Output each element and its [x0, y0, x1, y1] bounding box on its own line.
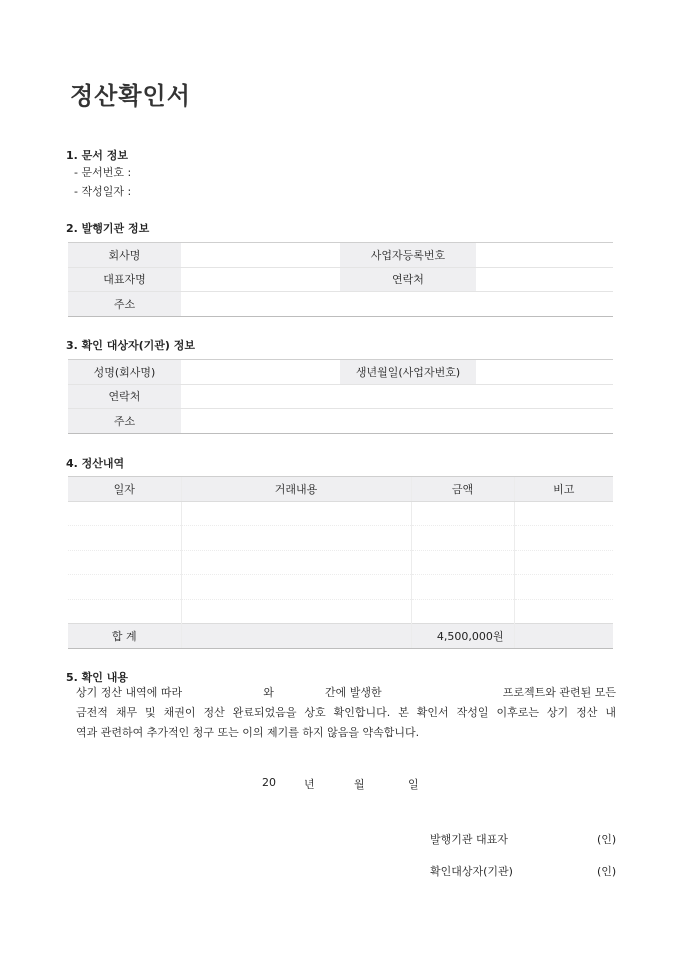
representative-value	[181, 267, 340, 292]
confirmation-text	[76, 683, 616, 743]
total-label: 합 계	[68, 624, 181, 649]
table-row	[68, 526, 613, 551]
column-header-date: 일자	[68, 477, 181, 502]
contact-label: 연락처	[340, 267, 476, 292]
table-row	[68, 360, 613, 385]
company-label: 회사명	[68, 243, 181, 268]
address-value	[181, 292, 613, 317]
date-day: 일	[408, 778, 419, 791]
table-row	[68, 267, 613, 292]
address-label: 주소	[68, 292, 181, 317]
confirmation-line-2: 금전적 채무 및 채권이 정산 완료되었음을 상호 확인합니다. 본 확인서 작성일 이후로는 상기 정산 내	[76, 706, 616, 719]
company-value	[181, 243, 340, 268]
table-row	[68, 384, 613, 409]
confirmation-line-1: 상기 정산 내역에 따라 와 간에 발생한 프로젝트와 관련된 모든	[76, 686, 616, 699]
target-info-table	[68, 359, 613, 434]
table-row	[68, 599, 613, 624]
document-title: 정산확인서	[70, 82, 191, 110]
column-header-description: 거래내용	[181, 477, 411, 502]
column-header-amount: 금액	[411, 477, 514, 502]
settlement-table	[68, 476, 613, 649]
total-row	[68, 624, 613, 649]
name-value	[181, 360, 340, 385]
target-address-value	[181, 409, 613, 434]
table-row	[68, 292, 613, 317]
date-month: 월	[354, 778, 365, 791]
target-address-label: 주소	[68, 409, 181, 434]
total-amount: 4,500,000원	[411, 624, 514, 649]
birth-value	[476, 360, 613, 385]
birth-label: 생년월일(사업자번호)	[340, 360, 476, 385]
date-prefix: 20	[262, 776, 276, 789]
confirmation-line-3: 역과 관련하여 추가적인 청구 또는 이의 제기를 하지 않음을 약속합니다.	[76, 726, 420, 739]
section-2-heading: 2. 발행기관 정보	[66, 222, 150, 235]
section-5-heading: 5. 확인 내용	[66, 671, 128, 684]
issuer-info-table	[68, 242, 613, 317]
section-1-heading: 1. 문서 정보	[66, 149, 128, 162]
target-seal: (인)	[597, 865, 617, 878]
issuer-signature-label: 발행기관 대표자	[430, 833, 508, 846]
representative-label: 대표자명	[68, 267, 181, 292]
table-row	[68, 409, 613, 434]
written-date-line: - 작성일자 :	[74, 185, 132, 198]
biz-number-label: 사업자등록번호	[340, 243, 476, 268]
table-header-row	[68, 477, 613, 502]
target-contact-label: 연락처	[68, 384, 181, 409]
target-signature-label: 확인대상자(기관)	[430, 865, 513, 878]
table-row	[68, 501, 613, 526]
issuer-seal: (인)	[597, 833, 617, 846]
name-label: 성명(회사명)	[68, 360, 181, 385]
biz-number-value	[476, 243, 613, 268]
table-row	[68, 243, 613, 268]
doc-number-line: - 문서번호 :	[74, 166, 132, 179]
contact-value	[476, 267, 613, 292]
table-row	[68, 575, 613, 600]
column-header-note: 비고	[514, 477, 613, 502]
target-contact-value	[181, 384, 613, 409]
table-row	[68, 550, 613, 575]
section-3-heading: 3. 확인 대상자(기관) 정보	[66, 339, 196, 352]
date-year: 년	[304, 778, 315, 791]
section-4-heading: 4. 정산내역	[66, 457, 125, 470]
